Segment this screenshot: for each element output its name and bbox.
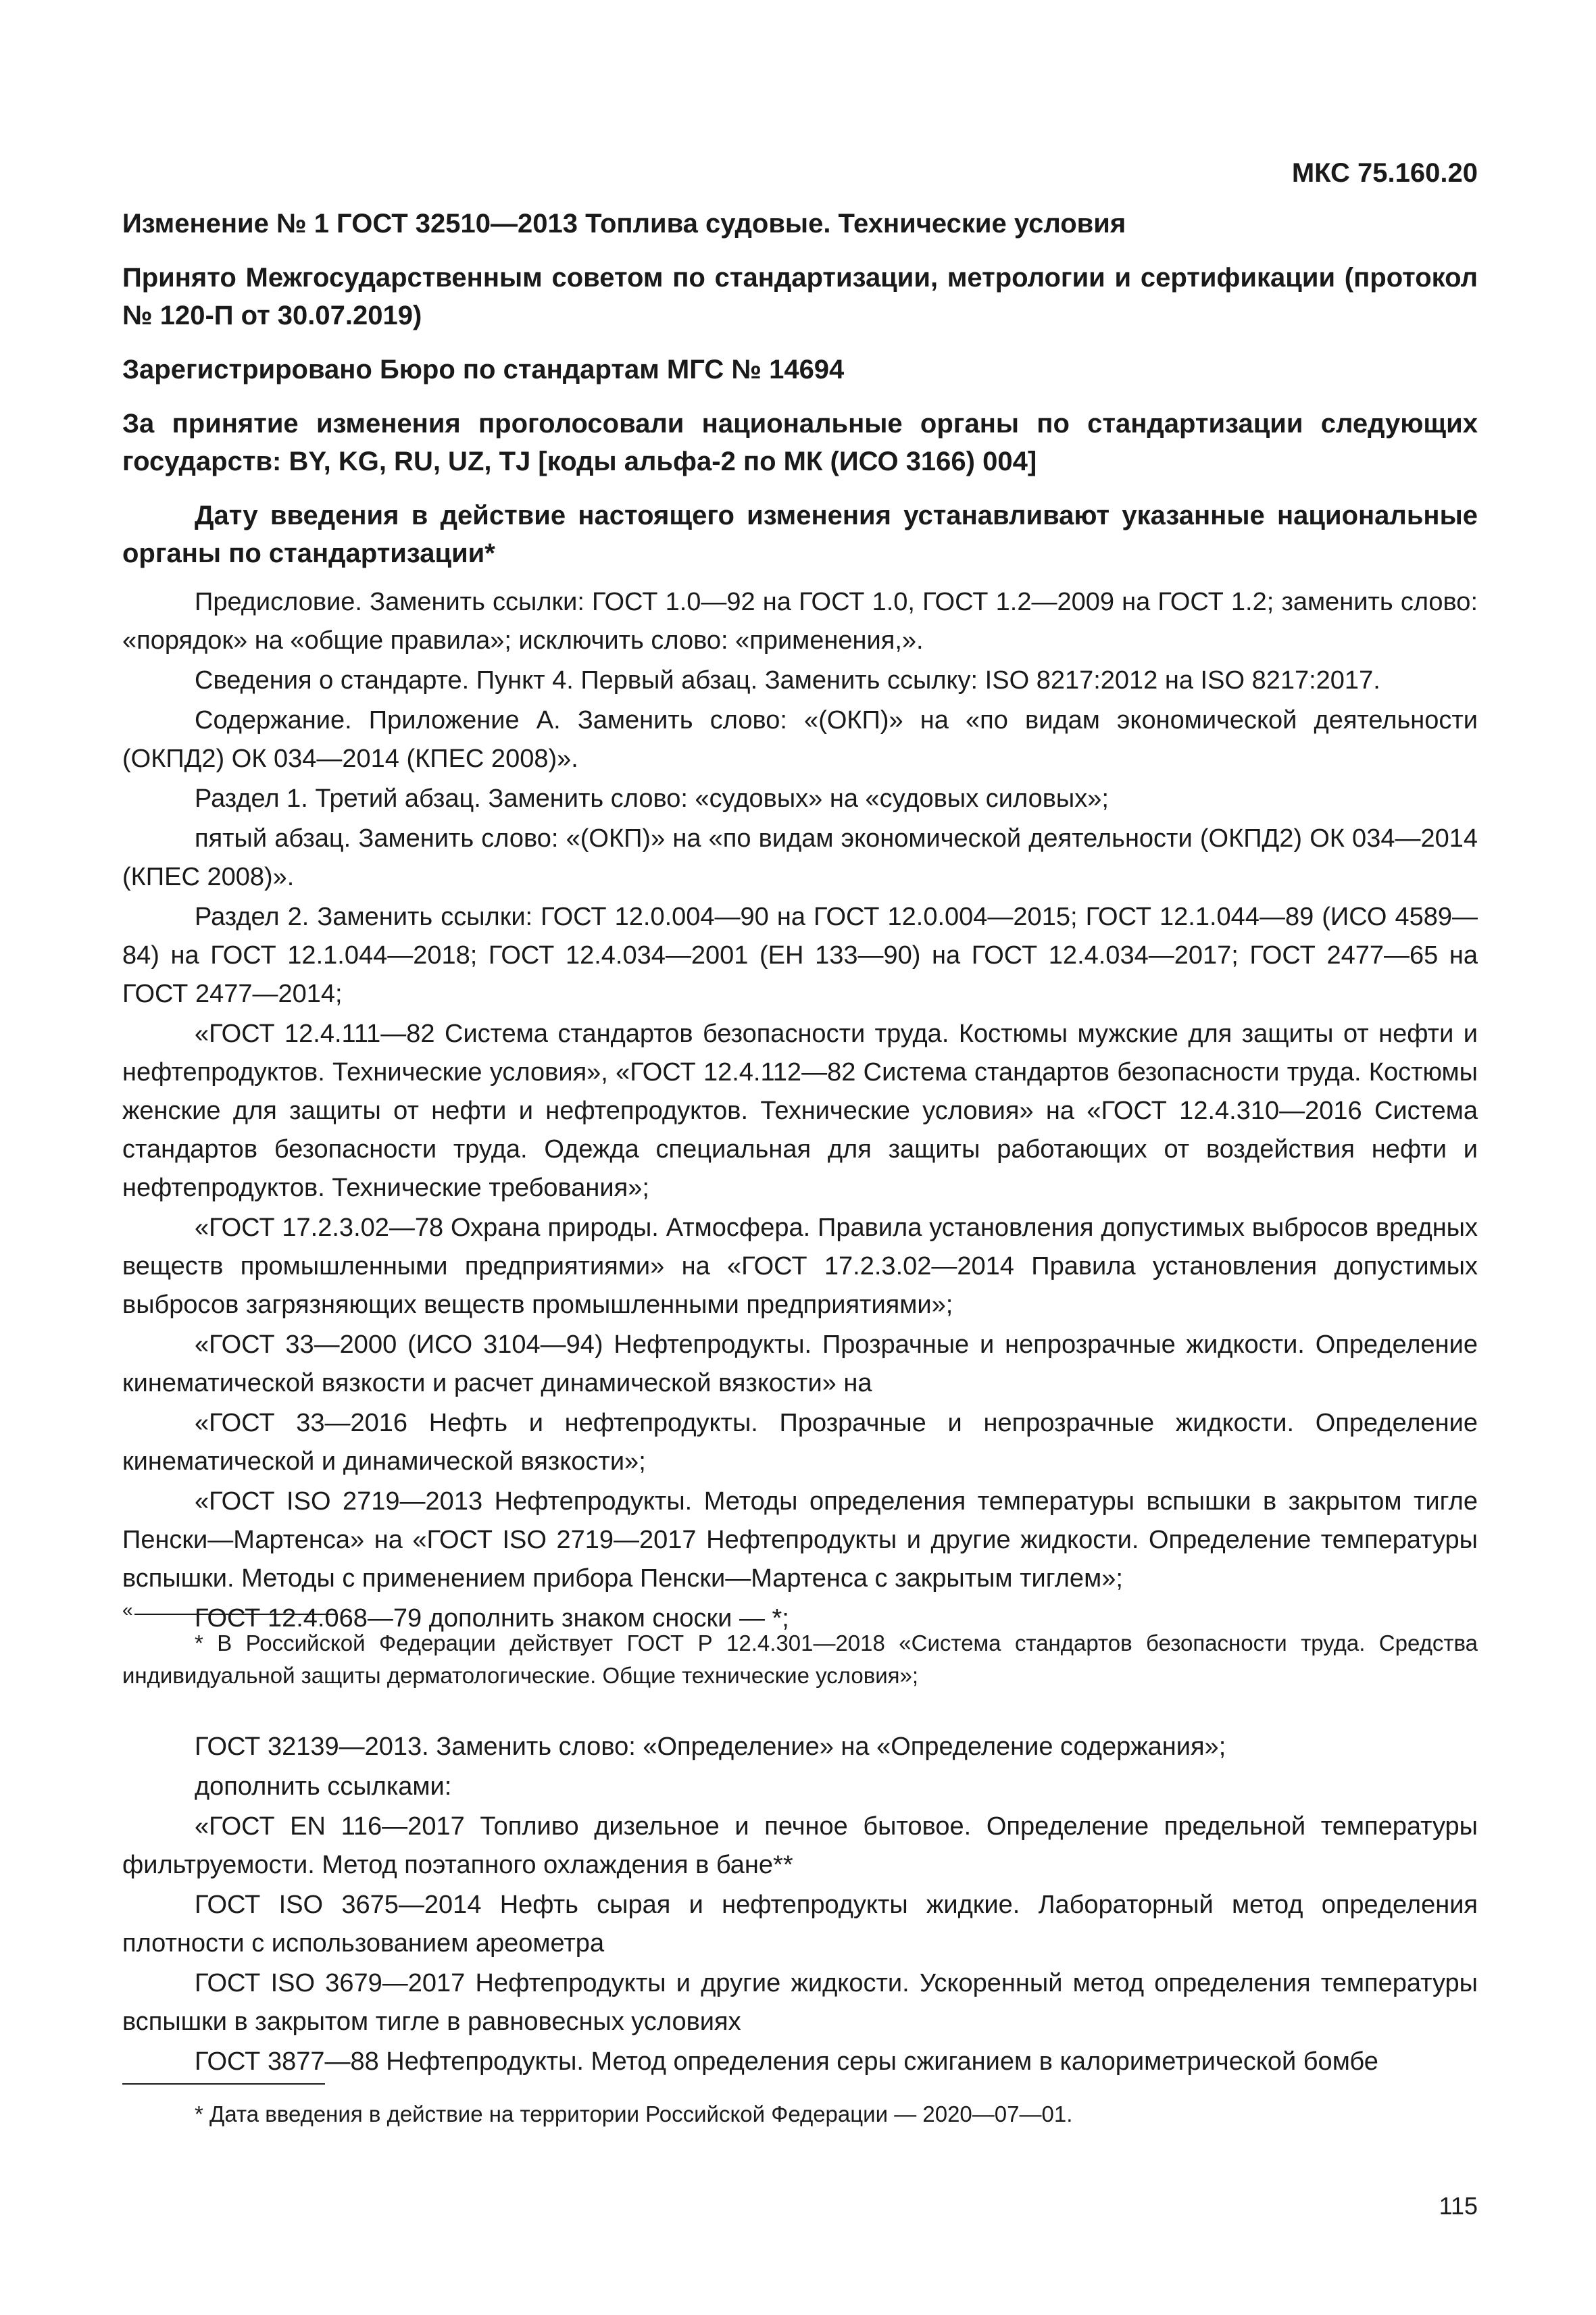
body-paragraph: ГОСТ 3877—88 Нефтепродукты. Метод определения серы сжиганием в калориметрической бомбе bbox=[195, 2047, 1378, 2076]
classification-code: МКС 75.160.20 bbox=[1291, 158, 1478, 188]
footnote-separator bbox=[134, 1614, 337, 1615]
body-paragraph: Раздел 1. Третий абзац. Заменить слово: «судовых» на «судовых силовых»; bbox=[195, 785, 1109, 813]
body-paragraph: Сведения о стандарте. Пункт 4. Первый абзац. Заменить ссылку: ISO 8217:2012 на ISO 8217:2017. bbox=[195, 666, 1380, 695]
body-paragraph: «ГОСТ 33—2000 (ИСО 3104—94) Нефтепродукты. Прозрачные и непрозрачные жидкости. Определение кинематической вязкости и расчет динамической вязкости» на bbox=[122, 1330, 1478, 1397]
body-paragraph: ГОСТ ISO 3675—2014 Нефть сырая и нефтепродукты жидкие. Лабораторный метод определения плотности с использованием ареометра bbox=[122, 1891, 1478, 1958]
footnote-quote-mark: « bbox=[122, 1599, 133, 1620]
body-paragraph: ГОСТ 32139—2013. Заменить слово: «Определение» на «Определение содержания»; bbox=[195, 1733, 1226, 1761]
footnote-block-2 bbox=[122, 2083, 1478, 2131]
body-paragraph: «ГОСТ 12.4.111—82 Система стандартов безопасности труда. Костюмы мужские для защиты от нефти и нефтепродуктов. Технические условия», «ГОСТ 12.4.112—82 Система стандартов безопасности труда. Костюмы женские для защиты от нефти и нефтепродуктов. Технические условия» на «ГОСТ 12.4.310—2016 Система стандартов безопасности труда. Одежда специальная для защиты работающих от воздействия нефти и нефтепродуктов. Технические требования»; bbox=[122, 1020, 1478, 1202]
body-paragraph: ГОСТ 12.4.068—79 дополнить знаком сноски — *; bbox=[195, 1604, 789, 1633]
page-number: 115 bbox=[1439, 2192, 1478, 2220]
effective-date-statement: Дату введения в действие настоящего изменения устанавливают указанные национальные органы по стандартизации* bbox=[122, 501, 1478, 568]
body-paragraph: «ГОСТ EN 116—2017 Топливо дизельное и печное бытовое. Определение предельной температуры фильтруемости. Метод поэтапного охлаждения в бане** bbox=[122, 1812, 1478, 1879]
amendment-body bbox=[122, 583, 1478, 1639]
body-paragraph: дополнить ссылками: bbox=[195, 1772, 452, 1801]
body-paragraph: ГОСТ ISO 3679—2017 Нефтепродукты и другие жидкости. Ускоренный метод определения температуры вспышки в закрытом тигле в равновесных условиях bbox=[122, 1969, 1478, 2036]
body-paragraph: «ГОСТ 17.2.3.02—78 Охрана природы. Атмосфера. Правила установления допустимых выбросов вредных веществ промышленными предприятиями» на «ГОСТ 17.2.3.02—2014 Правила установления допустимых выбросов загрязняющих веществ промышленными предприятиями»; bbox=[122, 1214, 1478, 1319]
footnote-text: * В Российской Федерации действует ГОСТ Р 12.4.301—2018 «Система стандартов безопасности труда. Средства индивидуальной защиты дерматологические. Общие технические условия»; bbox=[122, 1631, 1478, 1688]
body-paragraph: Раздел 2. Заменить ссылки: ГОСТ 12.0.004—90 на ГОСТ 12.0.004—2015; ГОСТ 12.1.044—89 (ИСО 4589—84) на ГОСТ 12.1.044—2018; ГОСТ 12.4.034—2001 (ЕН 133—90) на ГОСТ 12.4.034—2017; ГОСТ 2477—65 на ГОСТ 2477—2014; bbox=[122, 903, 1478, 1008]
amendment-header bbox=[122, 205, 1478, 589]
accepted-statement: Принято Межгосударственным советом по стандартизации, метрологии и сертификации (протокол № 120-П от 30.07.2019) bbox=[122, 263, 1478, 330]
registered-statement: Зарегистрировано Бюро по стандартам МГС № 14694 bbox=[122, 355, 845, 384]
body-paragraph: Содержание. Приложение А. Заменить слово: «(ОКП)» на «по видам экономической деятельности (ОКПД2) ОК 034—2014 (КПЕС 2008)». bbox=[122, 706, 1478, 773]
footnote-block-1 bbox=[122, 1599, 1478, 1692]
footnote-text: * Дата введения в действие на территории Российской Федерации — 2020—07—01. bbox=[195, 2101, 1073, 2126]
voted-statement: За принятие изменения проголосовали национальные органы по стандартизации следующих государств: BY, KG, RU, UZ, TJ [коды альфа-2 по МК (ИСО 3166) 004] bbox=[122, 409, 1478, 476]
footnote-separator bbox=[122, 2083, 325, 2085]
amendment-title: Изменение № 1 ГОСТ 32510—2013 Топлива судовые. Технические условия bbox=[122, 209, 1126, 239]
body-paragraph: «ГОСТ 33—2016 Нефть и нефтепродукты. Прозрачные и непрозрачные жидкости. Определение кинематической и динамической вязкости»; bbox=[122, 1409, 1478, 1476]
body-paragraph: Предисловие. Заменить ссылки: ГОСТ 1.0—92 на ГОСТ 1.0, ГОСТ 1.2—2009 на ГОСТ 1.2; заменить слово: «порядок» на «общие правила»; исключить слово: «применения,». bbox=[122, 588, 1478, 655]
body-paragraph: пятый абзац. Заменить слово: «(ОКП)» на «по видам экономической деятельности (ОКПД2) ОК 034—2014 (КПЕС 2008)». bbox=[122, 824, 1478, 891]
amendment-body-continued bbox=[122, 1728, 1478, 2083]
body-paragraph: «ГОСТ ISO 2719—2013 Нефтепродукты. Методы определения температуры вспышки в закрытом тигле Пенски—Мартенса» на «ГОСТ ISO 2719—2017 Нефтепродукты и другие жидкости. Определение температуры вспышки. Методы с применением прибора Пенски—Мартенса с закрытым тиглем»; bbox=[122, 1487, 1478, 1593]
